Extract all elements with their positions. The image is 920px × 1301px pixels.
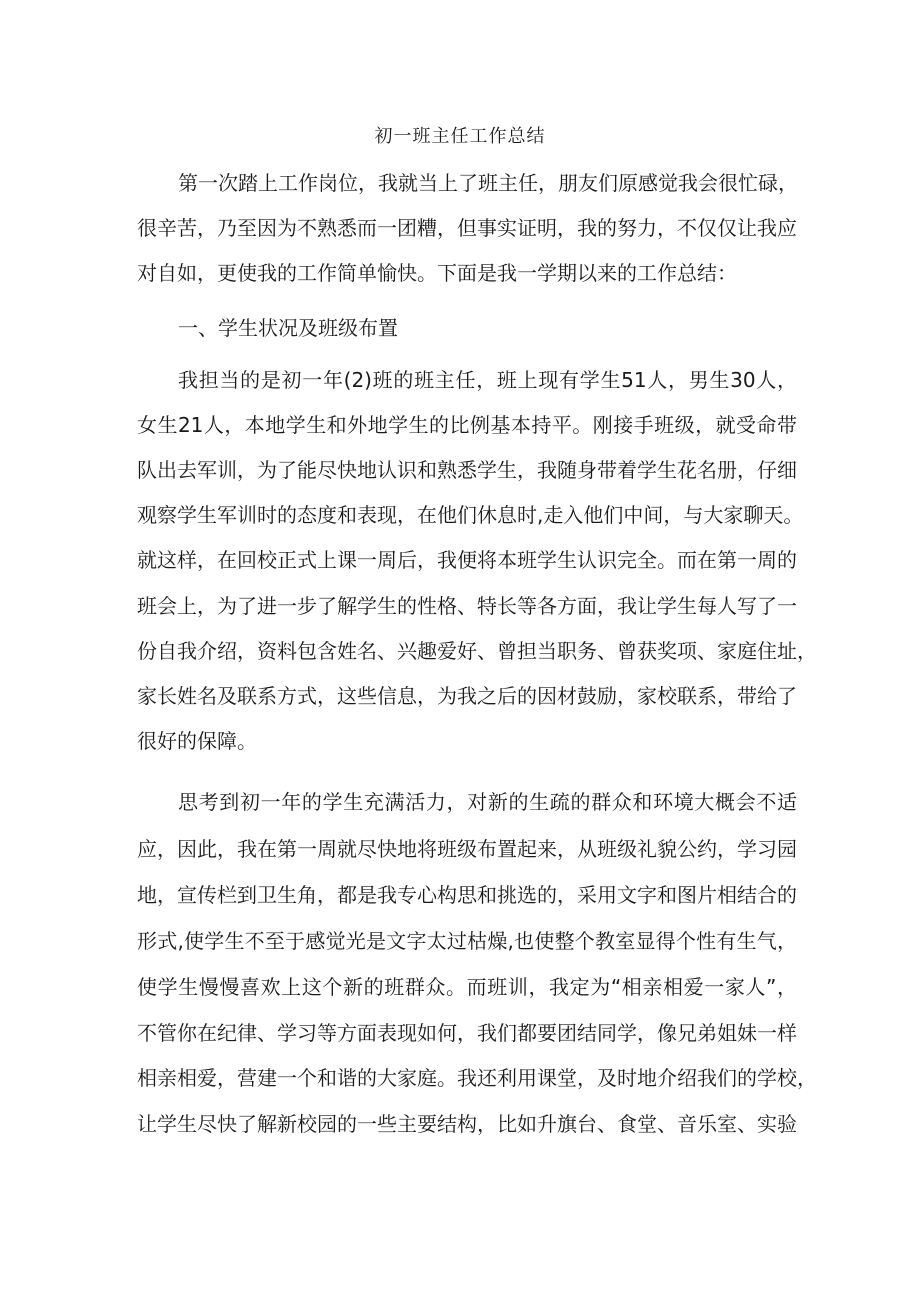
paragraph-line: 相亲相爱，营建一个和谐的大家庭。我还利用课堂，及时地介绍我们的学校， (137, 1066, 817, 1090)
paragraph-line: 让学生尽快了解新校园的一些主要结构，比如升旗台、食堂、音乐室、实验 (137, 1112, 797, 1136)
paragraph-line: 队出去军训，为了能尽快地认识和熟悉学生，我随身带着学生花名册，仔细 (137, 458, 797, 482)
section-heading: 一、学生状况及班级布置 (178, 316, 398, 340)
document-title: 初一班主任工作总结 (374, 126, 546, 147)
paragraph-line: 家长姓名及联系方式，这些信息，为我之后的因材鼓励，家校联系，带给了 (137, 684, 797, 708)
paragraph-line: 第一次踏上工作岗位，我就当上了班主任，朋友们原感觉我会很忙碌， (178, 171, 798, 195)
paragraph-line: 很辛苦，乃至因为不熟悉而一团糟，但事实证明，我的努力，不仅仅让我应 (137, 216, 797, 240)
paragraph-line: 观察学生军训时的态度和表现，在他们休息时,走入他们中间，与大家聊天。 (137, 503, 804, 527)
paragraph-line: 形式,使学生不至于感觉光是文字太过枯燥,也使整个教室显得个性有生气， (137, 929, 797, 953)
paragraph-line: 应，因此，我在第一周就尽快地将班级布置起来，从班级礼貌公约，学习园 (137, 837, 797, 861)
paragraph-line: 就这样，在回校正式上课一周后，我便将本班学生认识完全。而在第一周的 (137, 548, 797, 572)
paragraph-line: 女生21人，本地学生和外地学生的比例基本持平。刚接手班级，就受命带 (137, 413, 797, 437)
paragraph-line: 份自我介绍，资料包含姓名、兴趣爱好、曾担当职务、曾获奖项、家庭住址， (137, 639, 817, 663)
paragraph-line: 对自如，更使我的工作简单愉快。下面是我一学期以来的工作总结： (137, 261, 737, 285)
paragraph-line: 不管你在纪律、学习等方面表现如何，我们都要团结同学，像兄弟姐妹一样 (137, 1021, 797, 1045)
paragraph-line: 我担当的是初一年(2)班的班主任，班上现有学生51人，男生30人， (178, 368, 797, 392)
paragraph-line: 班会上，为了进一步了解学生的性格、特长等各方面，我让学生每人写了一 (137, 594, 797, 618)
paragraph-line: 很好的保障。 (137, 729, 257, 753)
paragraph-line: 地，宣传栏到卫生角，都是我专心构思和挑选的，采用文字和图片相结合的 (137, 883, 797, 907)
paragraph-line: 思考到初一年的学生充满活力，对新的生疏的群众和环境大概会不适 (178, 790, 797, 814)
paragraph-line: 使学生慢慢喜欢上这个新的班群众。而班训，我定为“相亲相爱一家人”， (137, 975, 797, 999)
